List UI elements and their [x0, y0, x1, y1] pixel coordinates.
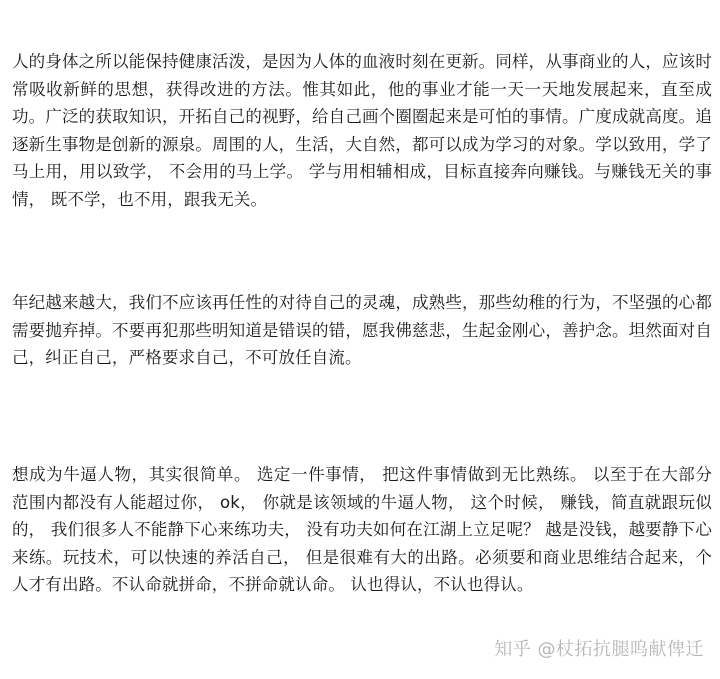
paragraph-3: 想成为牛逼人物，其实很简单。 选定一件事情， 把这件事情做到无比熟练。 以至于在大部分 范围内都没有人能超过你， ok， 你就是该领域的牛逼人物， 这个时候， 赚钱，简直就跟玩似的， 我们很多人不能静下心来练功夫， 没有功夫如何在江湖上立足呢？ 越是没钱，越要静下心来练。玩技术，可以快速的养活自己， 但是很难有大的出路。必须要和商业思维结合起来，个人才有出路。不认命就拼命，不拼命就认命。 认也得认，不认也得认。: [12, 465, 712, 594]
zhihu-watermark: 知乎 @杖拓抗腿呜献俾迁: [494, 639, 704, 660]
paragraph-2: 年纪越来越大，我们不应该再任性的对待自己的灵魂，成熟些，那些幼稚的行为，不坚强的心都需要抛弃掉。不要再犯那些明知道是错误的错，愿我佛慈悲，生起金刚心，善护念。坦然面对自己，纠正自己，严格要求自己，不可放任自流。: [12, 293, 712, 367]
paragraph-1: 人的身体之所以能保持健康活泼，是因为人体的血液时刻在更新。同样，从事商业的人，应该时常吸收新鲜的思想，获得改进的方法。惟其如此，他的事业才能一天一天地发展起来，直至成功。广泛的获取知识，开拓自己的视野，给自己画个圈圈起来是可怕的事情。广度成就高度。追逐新生事物是创新的源泉。周围的人，生活，大自然，都可以成为学习的对象。学以致用，学了马上用，用以致学， 不会用的马上学。 学与用相辅相成，目标直接奔向赚钱。与赚钱无关的事情， 既不学，也不用，跟我无关。: [12, 52, 712, 209]
